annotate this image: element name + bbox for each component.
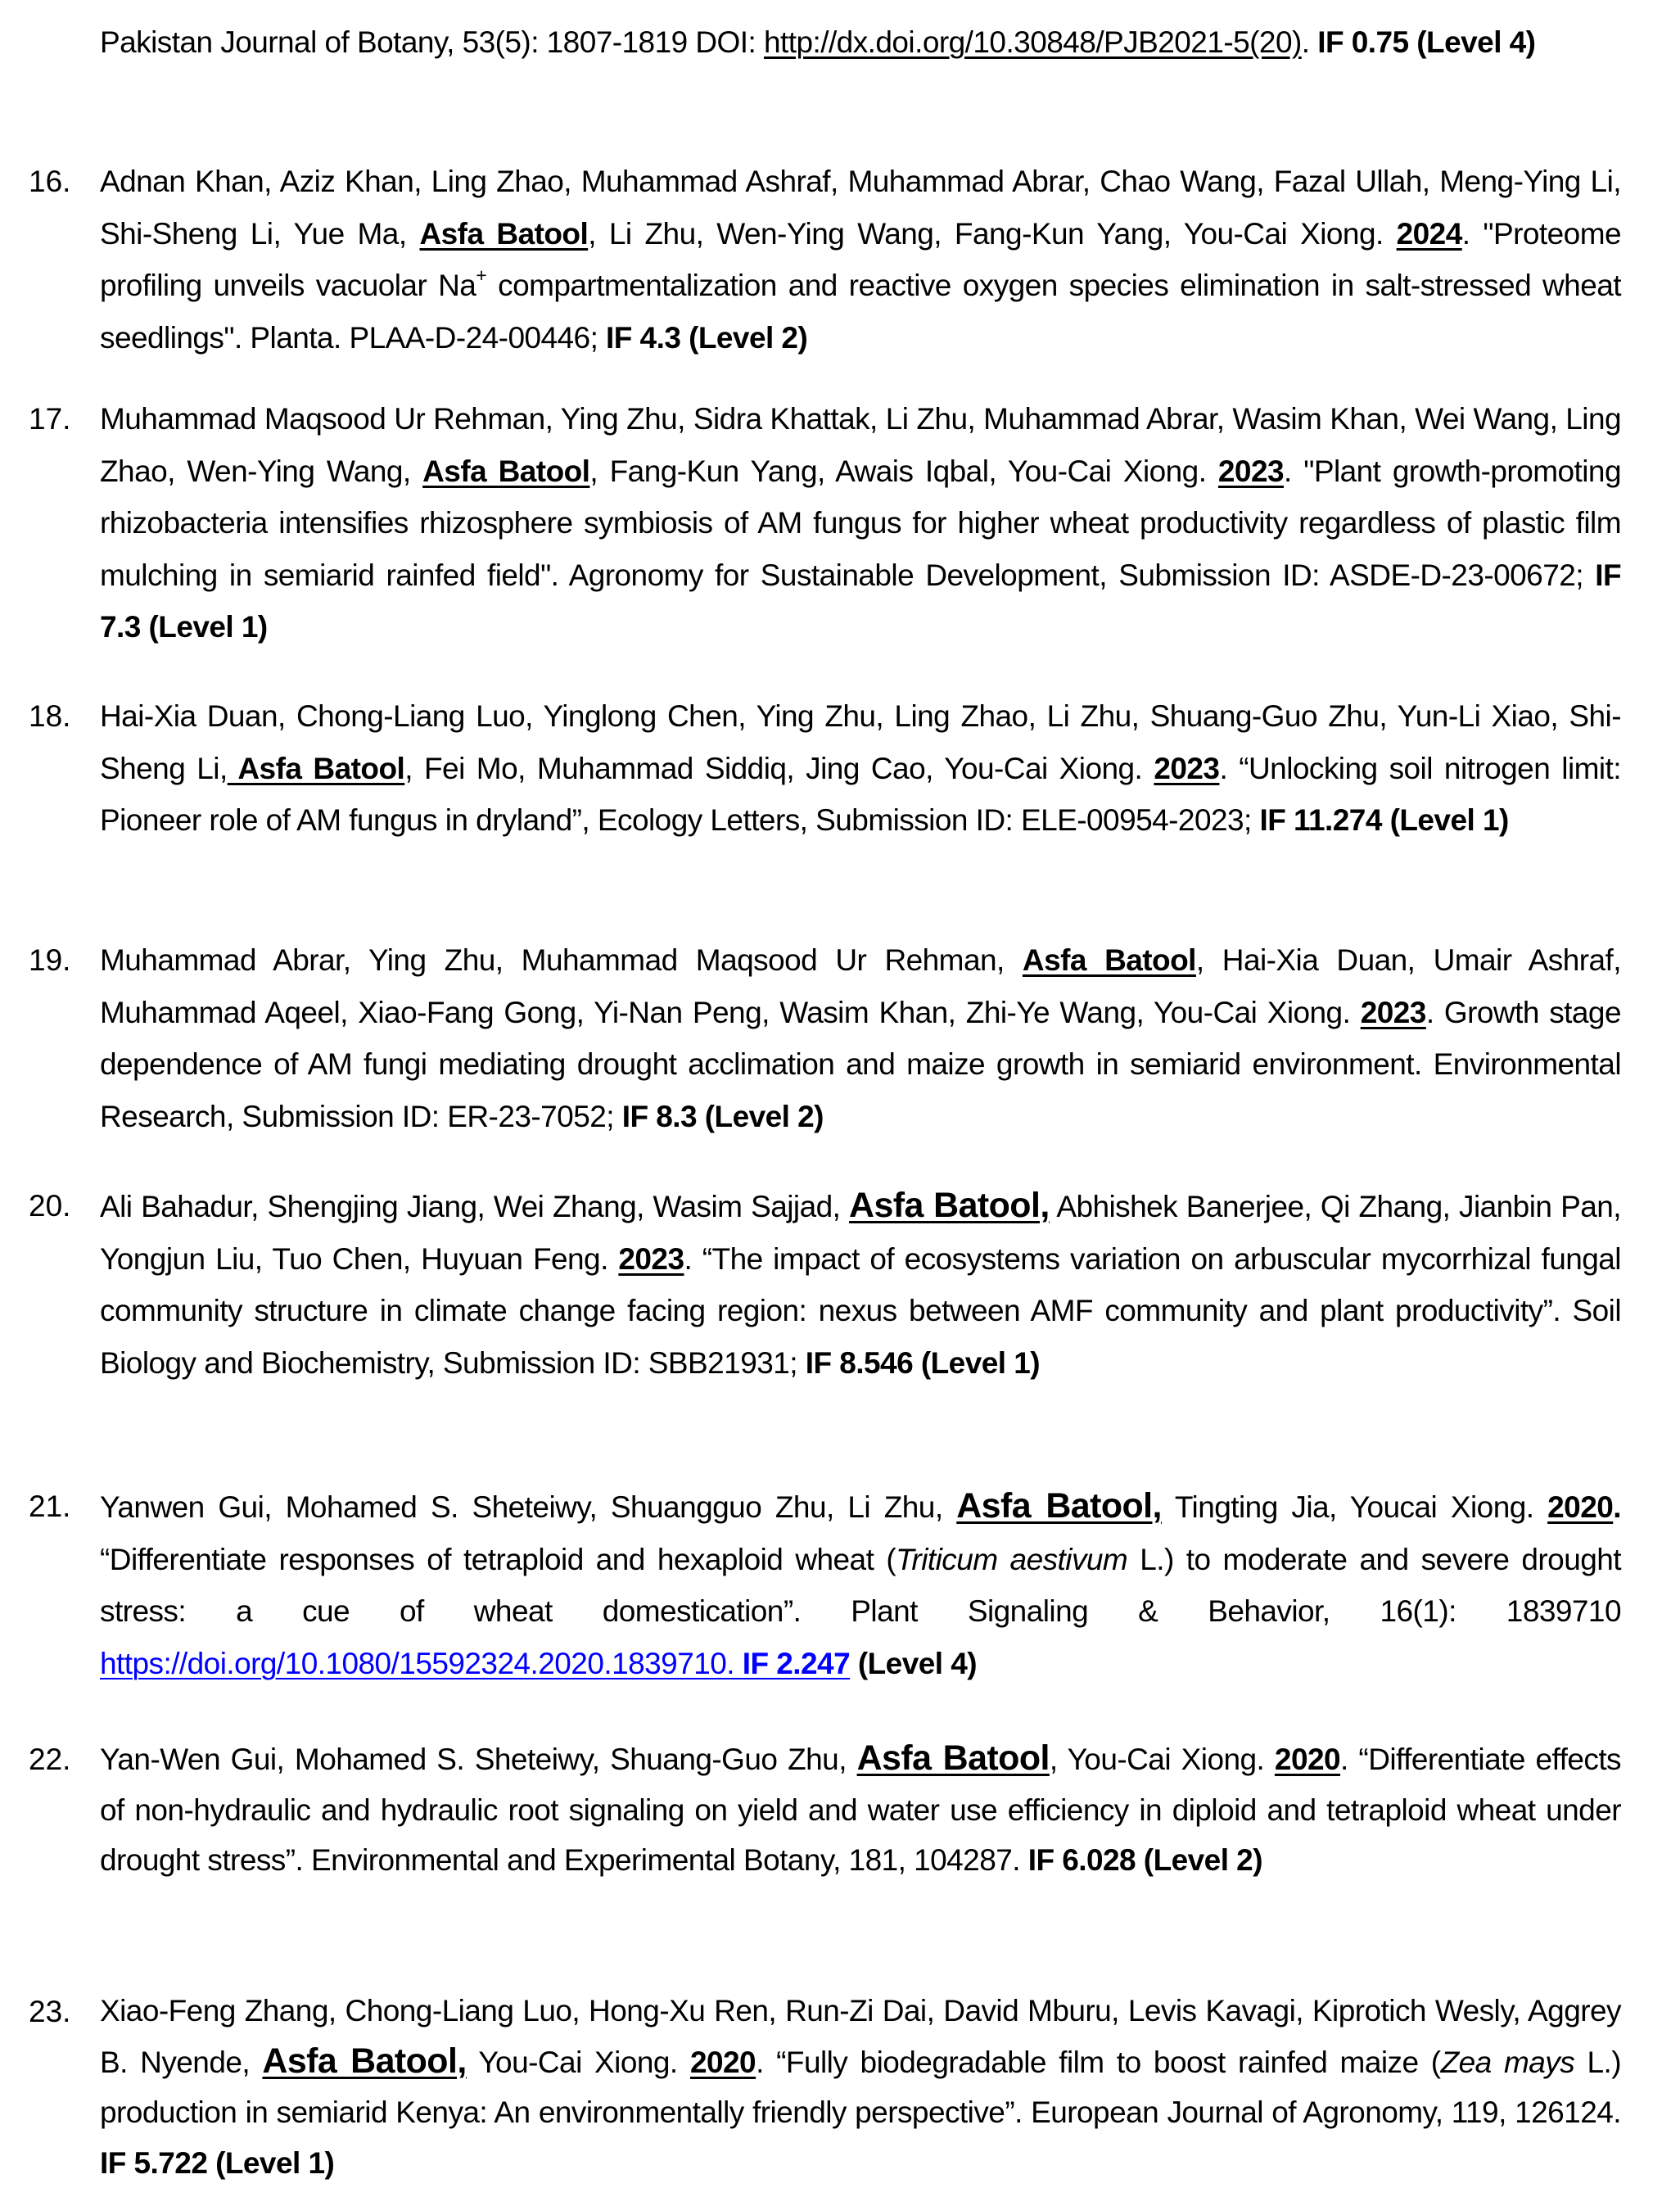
citation-text: . “The impact of ecosystems variation on arbuscular mycorrhizal fungal community structure in climate change facing region: nexus between AMF community and plant productivity”. Soil Biology and Biochemistry, Submission ID: SBB21931; xyxy=(100,1241,1621,1380)
impact-factor: IF 11.274 (Level 1) xyxy=(1259,803,1509,837)
impact-factor: IF 6.028 (Level 2) xyxy=(1027,1843,1262,1877)
publication-year: 2020 xyxy=(1547,1490,1614,1524)
highlighted-author: Asfa Batool, xyxy=(956,1486,1162,1526)
entry-number: 18. xyxy=(29,699,71,733)
entry-citation xyxy=(100,1180,1621,1389)
impact-factor: IF 8.3 (Level 2) xyxy=(621,1099,824,1133)
entry-citation xyxy=(100,1734,1621,1886)
highlighted-author: Asfa Batool xyxy=(422,454,590,488)
citation-text: . “Differentiate effects of non-hydraulic and hydraulic root signaling on yield and water use efficiency in diploid and tetraploid wheat under drought stress”. Environmental and Experimental Botany, 181, 104287. xyxy=(100,1743,1621,1877)
species-name: Zea mays xyxy=(1440,2045,1575,2079)
citation-text: Hai-Xia Duan, Chong-Liang Luo, Yinglong Chen, Ying Zhu, Ling Zhao, Li Zhu, Shuang-Guo Zhu, Yun-Li Xiao, Shi-Sheng Li, xyxy=(100,699,1621,785)
highlighted-author: Asfa Batool, xyxy=(849,1186,1050,1225)
entry-number: 19. xyxy=(29,943,71,977)
citation-text: . “Unlocking soil nitrogen limit: Pioneer role of AM fungus in dryland”, Ecology Letters, Submission ID: ELE-00954-2023; xyxy=(100,751,1622,837)
highlighted-author: Asfa Batool xyxy=(227,751,405,785)
highlighted-author: Asfa Batool xyxy=(1022,943,1196,977)
citation-text: . "Proteome profiling unveils vacuolar Na xyxy=(100,216,1622,302)
publication-year: 2020 xyxy=(1274,1743,1341,1776)
entry-citation xyxy=(100,156,1621,364)
citation-text: Tingting Jia, Youcai Xiong. xyxy=(1161,1490,1548,1524)
citation-text: “Differentiate responses of tetraploid and hexaploid wheat ( xyxy=(100,1542,896,1576)
entry-number: 23. xyxy=(29,1995,71,2028)
entry-number: 20. xyxy=(29,1189,71,1223)
impact-factor: IF 0.75 (Level 4) xyxy=(1317,25,1536,59)
citation-text: . xyxy=(1613,1490,1621,1524)
entry-number: 22. xyxy=(29,1743,71,1776)
entry-citation xyxy=(100,16,1621,69)
citation-text: You-Cai Xiong. xyxy=(466,2045,690,2079)
citation-text: Yan-Wen Gui, Mohamed S. Sheteiwy, Shuang-Guo Zhu, xyxy=(100,1743,857,1776)
publication-year: 2023 xyxy=(618,1241,684,1276)
impact-factor: IF 7.3 (Level 1) xyxy=(100,558,1621,644)
doi-link[interactable]: https://doi.org/10.1080/15592324.2020.1839710. xyxy=(100,1646,743,1680)
publication-year: 2023 xyxy=(1217,454,1285,488)
citation-text: Yanwen Gui, Mohamed S. Sheteiwy, Shuangguo Zhu, Li Zhu, xyxy=(100,1490,957,1524)
publication-year: 2020 xyxy=(689,2045,756,2079)
citation-text: L.) production in semiarid Kenya: An environmentally friendly perspective”. European Journal of Agronomy, 119, 126124. xyxy=(100,2045,1622,2129)
highlighted-author: Asfa Batool, xyxy=(262,2041,467,2081)
species-name: Triticum aestivum xyxy=(896,1542,1128,1576)
citation-text: Xiao-Feng Zhang, Chong-Liang Luo, Hong-Xu Ren, Run-Zi Dai, David Mburu, Levis Kavagi, Kiprotich Wesly, Aggrey B. Nyende, xyxy=(100,1994,1621,2079)
impact-factor: IF 4.3 (Level 2) xyxy=(606,320,808,355)
publication-year: 2023 xyxy=(1154,751,1220,785)
citation-text: Ali Bahadur, Shengjing Jiang, Wei Zhang, Wasim Sajjad, xyxy=(100,1190,850,1223)
superscript: + xyxy=(476,264,487,286)
citation-text: Pakistan Journal of Botany, 53(5): 1807-1819 DOI: xyxy=(100,25,764,59)
doi-link[interactable]: IF 2.247 xyxy=(742,1646,851,1680)
citation-text: Muhammad Abrar, Ying Zhu, Muhammad Maqsood Ur Rehman, xyxy=(100,943,1023,977)
highlighted-author: Asfa Batool xyxy=(419,216,589,251)
citation-text: , Hai-Xia Duan, Umair Ashraf, Muhammad Aqeel, Xiao-Fang Gong, Yi-Nan Peng, Wasim Khan, Zhi-Ye Wang, You-Cai Xiong. xyxy=(100,943,1621,1029)
highlighted-author: Asfa Batool xyxy=(856,1738,1050,1778)
citation-text: Adnan Khan, Aziz Khan, Ling Zhao, Muhammad Ashraf, Muhammad Abrar, Chao Wang, Fazal Ullah, Meng-Ying Li, Shi-Sheng Li, Yue Ma, xyxy=(100,165,1621,251)
citation-text: , You-Cai Xiong. xyxy=(1049,1743,1275,1776)
entry-number: 16. xyxy=(29,165,71,198)
citation-text: , Fang-Kun Yang, Awais Iqbal, You-Cai Xiong. xyxy=(589,454,1218,488)
entry-citation xyxy=(100,934,1621,1142)
entry-citation xyxy=(100,1481,1621,1689)
citation-text: Abhishek Banerjee, Qi Zhang, Jianbin Pan, Yongjun Liu, Tuo Chen, Huyuan Feng. xyxy=(100,1190,1621,1276)
publication-year: 2023 xyxy=(1360,995,1426,1029)
entry-citation xyxy=(100,1986,1621,2188)
citation-text: . xyxy=(1301,25,1318,59)
citation-text: . "Plant growth-promoting rhizobacteria intensifies rhizosphere symbiosis of AM fungus for higher wheat productivity regardless of plastic film mulching in semiarid rainfed field". Agronomy for Sustainable Development, Submission ID: ASDE-D-23-00672; xyxy=(100,454,1621,592)
citation-text: . “Fully biodegradable film to boost rainfed maize ( xyxy=(756,2045,1441,2079)
citation-text xyxy=(850,1647,858,1680)
citation-text: , Fei Mo, Muhammad Siddiq, Jing Cao, You-Cai Xiong. xyxy=(404,751,1154,785)
entry-number: 21. xyxy=(29,1490,71,1523)
impact-factor: IF 5.722 (Level 1) xyxy=(100,2145,335,2180)
citation-text: , Li Zhu, Wen-Ying Wang, Fang-Kun Yang, You-Cai Xiong. xyxy=(588,216,1397,251)
entry-citation xyxy=(100,690,1621,847)
impact-factor: (Level 4) xyxy=(857,1646,978,1680)
doi-link[interactable]: http://dx.doi.org/10.30848/PJB2021-5(20) xyxy=(763,25,1302,59)
citation-text: . Growth stage dependence of AM fungi mediating drought acclimation and maize growth in semiarid environment. Environmental Research, Submission ID: ER-23-7052; xyxy=(100,995,1621,1133)
impact-factor: IF 8.546 (Level 1) xyxy=(805,1345,1041,1380)
citation-text: compartmentalization and reactive oxygen species elimination in salt-stressed wheat seedlings". Planta. PLAA-D-24-00446; xyxy=(100,269,1621,355)
entry-number: 17. xyxy=(29,402,71,436)
citation-text: Muhammad Maqsood Ur Rehman, Ying Zhu, Sidra Khattak, Li Zhu, Muhammad Abrar, Wasim Khan, Wei Wang, Ling Zhao, Wen-Ying Wang, xyxy=(100,402,1621,488)
publication-year: 2024 xyxy=(1396,216,1462,251)
citation-text: L.) to moderate and severe drought stress: a cue of wheat domestication”. Plant Signaling & Behavior, 16(1): 1839710 xyxy=(100,1542,1622,1628)
entry-citation xyxy=(100,393,1621,653)
